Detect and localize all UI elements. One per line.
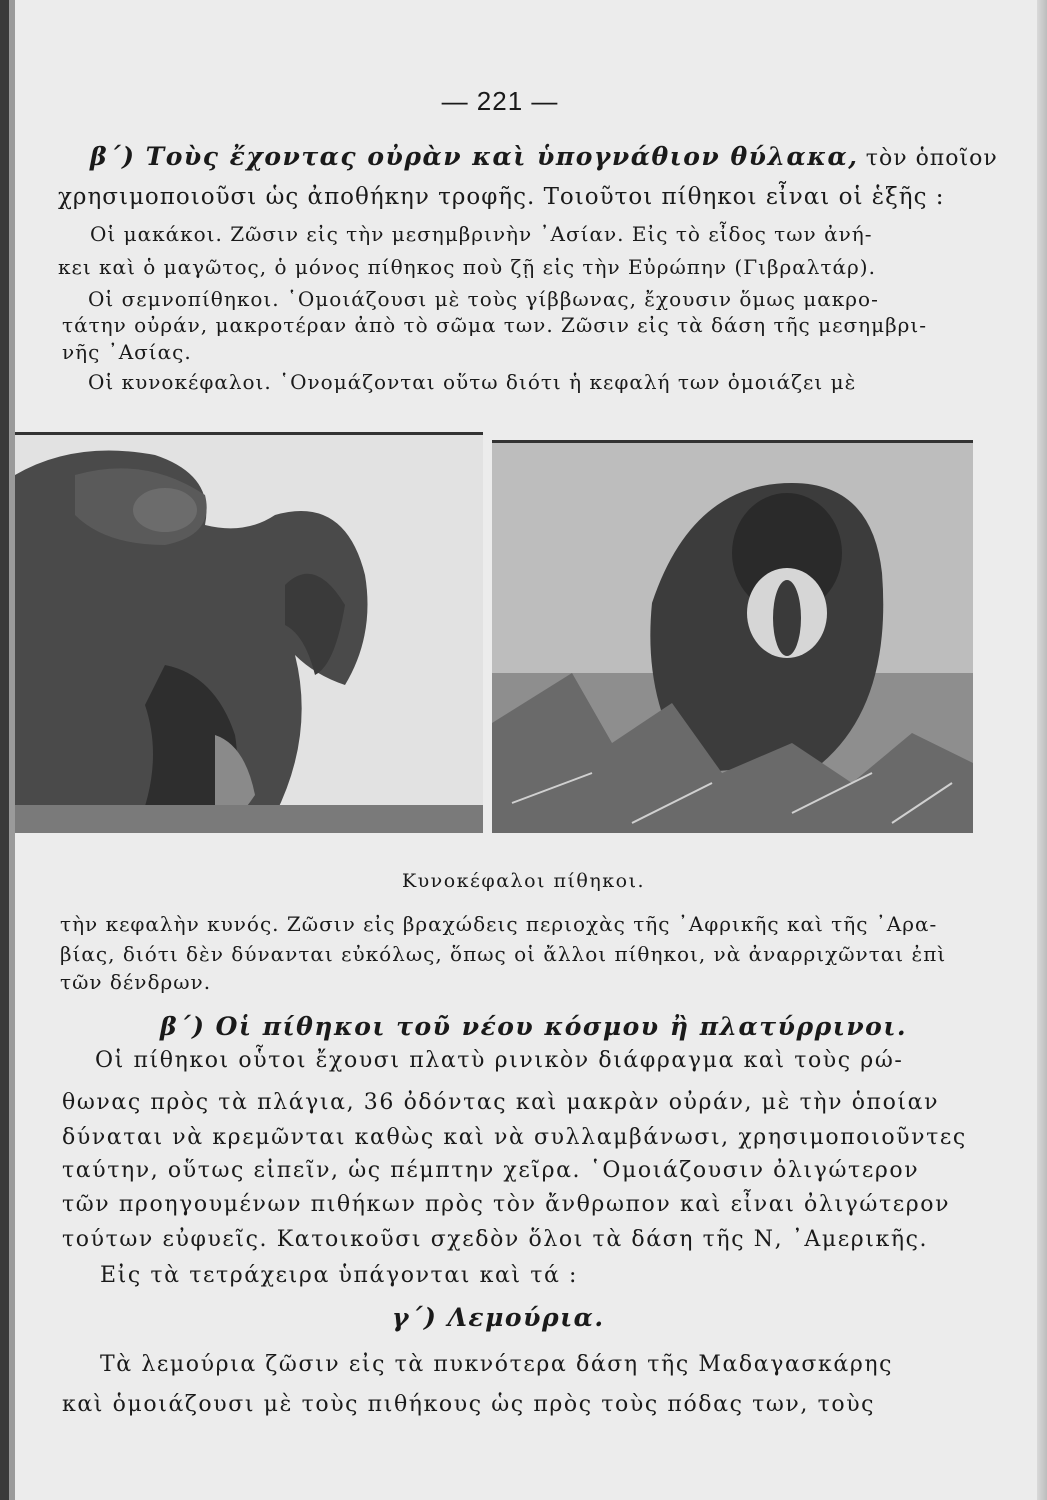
section-heading-line: [90, 142, 998, 171]
baboon-illustration-left: [15, 435, 483, 833]
section-heading-tail-text: τὸν ὁποῖον: [865, 146, 998, 171]
new-world-heading: β΄) Οἱ πίθηκοι τοῦ νέου κόσμου ἢ πλατύρρινοι.: [160, 1012, 908, 1041]
mandrill-illustration-right: [492, 443, 973, 833]
body-line: θωνας πρὸς τὰ πλάγια, 36 ὀδόντας καὶ μακρὰν οὐράν, μὲ τὴν ὁποίαν: [62, 1090, 940, 1115]
body-line: Εἰς τὰ τετράχειρα ὑπάγονται καὶ τά :: [100, 1263, 579, 1288]
page-right-edge: [1037, 0, 1047, 1500]
body-line: τὴν κεφαλὴν κυνός. Ζῶσιν εἰς βραχώδεις περιοχὰς τῆς ᾿Αφρικῆς καὶ τῆς ᾿Αρα-: [60, 912, 938, 936]
body-line: δύναται νὰ κρεμῶνται καθὼς καὶ νὰ συλλαμβάνωσι, χρησιμοποιοῦντες: [62, 1125, 967, 1150]
body-line: καὶ ὁμοιάζουσι μὲ τοὺς πιθήκους ὡς πρὸς τοὺς πόδας των, τοὺς: [62, 1392, 876, 1417]
body-line: τούτων εὐφυεῖς. Κατοικοῦσι σχεδὸν ὅλοι τὰ δάση τῆς Ν, ᾿Αμερικῆς.: [62, 1227, 929, 1252]
body-line: βίας, διότι δὲν δύνανται εὐκόλως, ὅπως οἱ ἄλλοι πίθηκοι, νὰ ἀναρριχῶνται ἐπὶ: [60, 942, 947, 966]
body-line: Τὰ λεμούρια ζῶσιν εἰς τὰ πυκνότερα δάση τῆς Μαδαγασκάρης: [100, 1352, 894, 1377]
body-line: τῶν προηγουμένων πιθήκων πρὸς τὸν ἄνθρωπον καὶ εἶναι ὀλιγώτερον: [62, 1192, 951, 1217]
body-line: ταύτην, οὕτως εἰπεῖν, ὡς πέμπτην χεῖρα. ῾Ομοιάζουσιν ὀλιγώτερον: [62, 1158, 920, 1183]
body-line: Οἱ σεμνοπίθηκοι. ῾Ομοιάζουσι μὲ τοὺς γίββωνας, ἔχουσιν ὅμως μακρο-: [88, 287, 879, 311]
page-number: — 221 —: [441, 86, 559, 116]
body-line: κει καὶ ὁ μαγῶτος, ὁ μόνος πίθηκος ποὺ ζῇ εἰς τὴν Εὐρώπην (Γιβραλτάρ).: [58, 255, 876, 279]
lemurs-heading: γ΄) Λεμούρια.: [392, 1303, 605, 1332]
body-line: τῶν δένδρων.: [60, 970, 212, 994]
figure-caption: Κυνοκέφαλοι πίθηκοι.: [401, 870, 646, 892]
section-heading-tail-pouch: β΄) Τοὺς ἔχοντας οὐρὰν καὶ ὑπογνάθιον θύλακα,: [90, 142, 859, 171]
baboon-photo-left: [15, 432, 483, 833]
body-line: Οἱ μακάκοι. Ζῶσιν εἰς τὴν μεσημβρινὴν ᾿Ασίαν. Εἰς τὸ εἶδος των ἀνή-: [90, 222, 873, 246]
body-line: Οἱ κυνοκέφαλοι. ῾Ονομάζονται οὕτω διότι ἡ κεφαλή των ὁμοιάζει μὲ: [88, 370, 857, 394]
body-line: Οἱ πίθηκοι οὗτοι ἔχουσι πλατὺ ρινικὸν διάφραγμα καὶ τοὺς ρώ-: [95, 1048, 904, 1073]
body-line: χρησιμοποιοῦσι ὡς ἀποθήκην τροφῆς. Τοιοῦτοι πίθηκοι εἶναι οἱ ἑξῆς :: [58, 184, 945, 210]
body-line: τάτην οὐράν, μακροτέραν ἀπὸ τὸ σῶμα των. Ζῶσιν εἰς τὰ δάση τῆς μεσημβρι-: [62, 313, 928, 337]
page-binding-shadow: [0, 0, 9, 1500]
mandrill-photo-right: [492, 440, 973, 833]
body-line: νῆς ᾿Ασίας.: [62, 340, 192, 364]
